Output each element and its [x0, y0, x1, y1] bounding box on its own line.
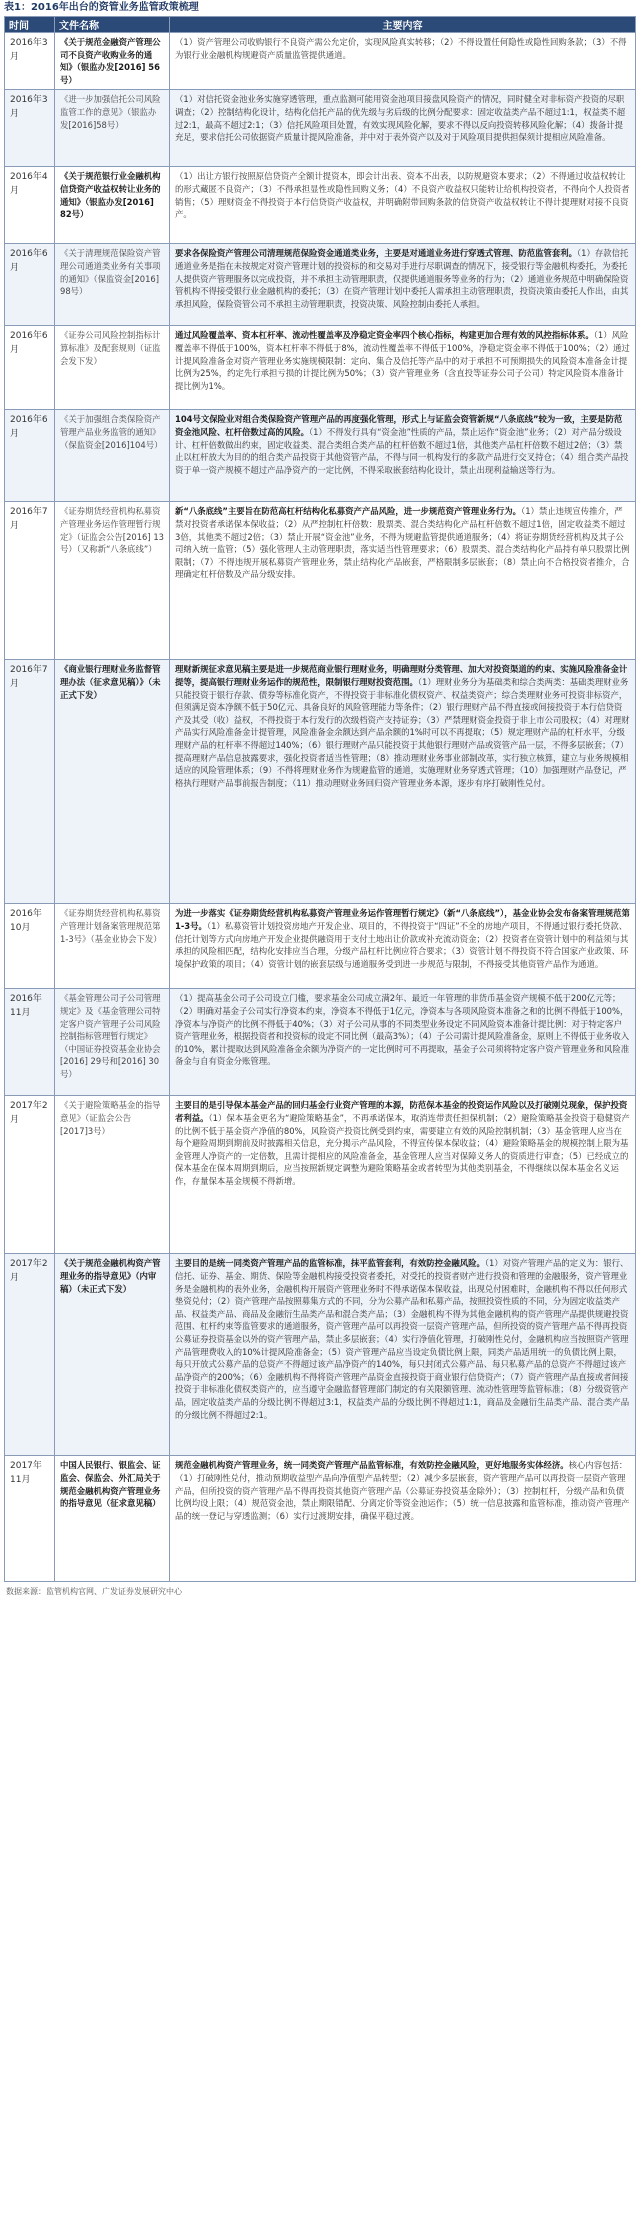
cell-content — [170, 1096, 636, 1254]
table-row — [5, 167, 636, 244]
cell-document — [55, 989, 170, 1096]
table-row — [5, 244, 636, 326]
cell-content — [170, 167, 636, 244]
cell-time: 2016年3月 — [5, 33, 55, 90]
cell-time: 2017年2月 — [5, 1254, 55, 1456]
cell-document — [55, 502, 170, 660]
table-row — [5, 989, 636, 1096]
cell-document — [55, 244, 170, 326]
cell-document — [55, 1254, 170, 1456]
content-detail: 核心内容包括：（1）打破刚性兑付，推动预期收益型产品向净值型产品转型；（2）减少多层嵌套，资产管理产品可以再投资一层资产管理产品，但所投资的资产管理产品不得再投资其他资产管理产品（公募证券投资基金除外）；（3）控制杠杆，分级产品和负债比例均设上限；（4）规范资金池，禁止期限错配、分离定价等资金池运作；（5）统一信息披露和监管标准，推动资产管理产品的统一登记与穿透监测；（6）实行过渡期安排，确保平稳过渡。 — [175, 1460, 630, 1521]
cell-content — [170, 326, 636, 410]
cell-content — [170, 90, 636, 167]
document-name-bold: 《关于规范金融机构资产管理业务的指导意见》（内审稿）（未正式下发） — [60, 1258, 161, 1294]
content-summary: 主要目的是统一同类资产管理产品的监管标准，抹平监管套利，有效防控金融风险。 — [175, 1258, 485, 1269]
policy-table — [4, 16, 636, 1582]
cell-time: 2016年7月 — [5, 660, 55, 904]
table-row — [5, 33, 636, 90]
content-summary: 理财新规征求意见稿主要是进一步规范商业银行理财业务，明确理财分类管理、加大对投资渠道的约束、实施风险准备金计提等，提高银行理财业务运作的规范性，限制银行理财投资范围。 — [175, 664, 628, 687]
document-name-bold: 中国人民银行、银监会、证监会、保监会、外汇局关于规范金融机构资产管理业务的指导意见（征求意见稿） — [60, 1460, 161, 1509]
document-name: 《关于加强组合类保险资产管理产品业务监管的通知》（保监资金[2016]104号） — [60, 414, 163, 450]
content-detail: （1）私募资管计划投资房地产开发企业、项目的，不得投资于“四证”不全的房地产项目，不得通过银行委托贷款、信托计划等方式向房地产开发企业提供融资用于支付土地出让价款或补充流动资金；（2）投资者在资管计划中的利益须与其承担的风险相匹配，结构化安排应当合理，分级产品杠杆比例应符合要求；（3）资管计划不得投资不符合国家产业政策、环境保护政策的项目；（4）资管计划的嵌套层级与通道服务受到进一步规范与限制，不得接受其他资管产品作为通道。 — [175, 920, 629, 969]
content-summary: 104号文保险业对组合类保险资产管理产品的再度强化管理，形式上与证监会资管新规“八条底线”较为一致，主要是防范资金池风险、杠杆倍数过高的风险。 — [175, 414, 623, 437]
cell-content — [170, 502, 636, 660]
header-row — [5, 17, 636, 33]
table-title: 表1：2016年出台的资管业务监管政策梳理 — [4, 2, 199, 13]
content-summary: 通过风险覆盖率、资本杠杆率、流动性覆盖率及净稳定资金率四个核心指标，构建更加合理有效的风控指标体系。 — [175, 330, 594, 341]
document-name: 《进一步加强信托公司风险监管工作的意见》（银监办发[2016]58号） — [60, 94, 161, 130]
cell-document — [55, 904, 170, 989]
content-detail: （1）对信托资金池业务实施穿透管理，重点监测可能用资金池项目接盘风险资产的情况，同时健全对非标资产投资的尽职调查；（2）控制结构化设计，结构化信托产品的优先级与劣后级的比例分配要求：固定收益类产品不超过1:1，权益类不超过2:1，最高不超过2:1；（3）信托风险项目处置，有效实现风险化解，要求不得以反向投资转移风险化解；（4）拨备计提充足，要求信托公司依据资产质量计提风险准备，并中对于表外资产以及对于风险项目提供担保须计提相应风险准备。 — [175, 94, 626, 143]
table-row — [5, 1254, 636, 1456]
content-detail: （1）不得发行具有“资金池”性质的产品，禁止运作“资金池”业务；（2）对产品分级设计、杠杆倍数做出约束，固定收益类、混合类组合类产品的杠杆倍数不超过1倍，其他类产品杠杆倍数不超过2倍；（3）禁止以杠杆放大为目的的组合类产品投资于其他资管产品，不得与同一机构发行的多款产品进行交叉持仓；（4）组合类产品投资于单一资产规模不超过产品净资产的一定比例，不得采取嵌套结构化设计，禁止出现利益输送等行为。 — [175, 426, 629, 475]
content-detail: （1）禁止违规宣传推介，严禁对投资者承诺保本保收益；（2）从严控制杠杆倍数：股票类、混合类结构化产品杠杆倍数不超过1倍，固定收益类不超过3倍，其他类不超过2倍；（3）禁止开展“资金池”业务，不得为规避监管提供通道服务；（4）将证券期货经营机构及其子公司纳入统一监管；（5）强化管理人主动管理职责，落实适当性管理要求；（6）股票类、混合类结构化产品持有单只股票比例限制；（7）不得违规开展私募资产管理业务，禁止结构化产品嵌套，严格限制多层嵌套；（8）禁止向不合格投资者推介，合理确定杠杆倍数及产品分级安排。 — [175, 506, 630, 580]
document-name: 《证券公司风险控制指标计算标准》及配套规则（证监会发下发） — [60, 330, 161, 366]
content-detail: （1）风险覆盖率不得低于100%，资本杠杆率不得低于8%，流动性覆盖率不得低于100%，净稳定资金率不得低于100%；（2）通过计提风险准备金对资产管理业务实施规模限制：定向、集合及信托等产品中的对于承担不可预期损失的风险资本准备金计提比例为25%，约定先行承担亏损的计提比例为50%；（3）资产管理业务（含直投等证券公司子公司）特定风险资本准备计提比例为1%。 — [175, 330, 630, 391]
cell-content — [170, 410, 636, 502]
cell-time: 2017年11月 — [5, 1456, 55, 1582]
header-time: 时间 — [5, 17, 55, 33]
cell-time: 2016年3月 — [5, 90, 55, 167]
content-detail: （1）出让方银行按照原信贷资产全额计提资本，即会计出表、资本不出表，以防规避资本要求；（2）不得通过收益权转让的形式藏匿不良资产；（3）不得承担显性或隐性回购义务；（4）不良资产收益权只能转让给机构投资者，不得向个人投资者销售；（5）理财资金不得投资于本行信贷资产收益权，并明确附带回购条款的信贷资产收益权转让不得计提理财对接不良资产。 — [175, 171, 630, 220]
cell-content — [170, 244, 636, 326]
cell-document — [55, 410, 170, 502]
table-row — [5, 1096, 636, 1254]
cell-content — [170, 33, 636, 90]
cell-time: 2016年6月 — [5, 326, 55, 410]
document-name: 《关于避险策略基金的指导意见》（证监会公告[2017]3号） — [60, 1100, 161, 1136]
cell-time: 2016年6月 — [5, 410, 55, 502]
content-detail: （1）存款信托通道业务是指在未按规定对资产管理计划的投资标的和交易对手进行尽职调查的情况下，接受银行等金融机构委托，为委托人提供资产管理服务以完成投资，并不承担主动管理职责，仅提供通道服务等业务的行为；（2）通道业务规范中明确保险资管机构不得接受银行业金融机构的委托；（3）在资产管理计划中委托人需承担主动管理职责，投资决策由委托人作出，由其承担风险，保险资管公司不承担主动管理职责，投资决策、风险控制由委托人承担。 — [175, 248, 629, 309]
cell-document — [55, 167, 170, 244]
cell-time: 2016年4月 — [5, 167, 55, 244]
cell-time: 2016年11月 — [5, 989, 55, 1096]
cell-content — [170, 904, 636, 989]
content-summary: 主要目的是引导保本基金产品的回归基金行业资产管理的本源，防范保本基金的投资运作风险以及打破刚兑现象，保护投资者利益。 — [175, 1100, 628, 1123]
document-name-bold: 《关于规范金融资产管理公司不良资产收购业务的通知》（银监办发[2016] 56号） — [60, 37, 161, 85]
content-detail: （1）对资产管理产品的定义为：银行、信托、证券、基金、期货、保险等金融机构接受投资者委托，对受托的投资者财产进行投资和管理的金融服务，资产管理业务是金融机构的表外业务，金融机构开展资产管理业务时不得承诺保本保收益，出现兑付困难时，金融机构不得以任何形式垫资兑付；（2）资产管理产品按照募集方式的不同，分为公募产品和私募产品，按照投资性质的不同，分为固定收益类产品、权益类产品、商品及金融衍生品类产品和混合类产品；（3）金融机构不得为其他金融机构的资产管理产品提供规避投资范围、杠杆约束等监管要求的通道服务，资产管理产品可以再投资一层资产管理产品，但所投资的资产管理产品不得再投资公募证券投资基金以外的资产管理产品，禁止多层嵌套；（4）实行净值化管理，打破刚性兑付，金融机构应当按照资产管理产品管理费收入的10%计提风险准备金；（5）资产管理产品应当设定负债比例上限，同类产品适用统一的负债比例上限，每只开放式公募产品的总资产不得超过该产品净资产的140%，每只封闭式公募产品、每只私募产品的总资产不得超过该产品净资产的200%；（6）金融机构不得将资产管理产品资金直接投资于商业银行信贷资产；（7）资产管理产品直接或者间接投资于非标准化债权类资产的，应当遵守金融监督管理部门制定的有关限额管理、流动性管理等监管标准；（8）分级资管产品，固定收益类产品的分级比例不得超过3:1，权益类产品的分级比例不得超过1:1，商品及金融衍生品类产品、混合类产品的分级比例不得超过2:1。 — [175, 1258, 630, 1420]
cell-document — [55, 90, 170, 167]
cell-content — [170, 1254, 636, 1456]
cell-time: 2017年2月 — [5, 1096, 55, 1254]
content-summary: 规范金融机构资产管理业务，统一同类资产管理产品监管标准，有效防控金融风险，更好地服务实体经济。 — [175, 1460, 569, 1471]
content-summary: 为进一步落实《证券期货经营机构私募资产管理业务运作管理暂行规定》（新“八条底线”），基金业协会发布备案管理规范第1-3号。 — [175, 908, 630, 931]
content-detail: （1）资产管理公司收购银行不良资产需公允定价，实现风险真实转移；（2）不得设置任何隐性或隐性回购条款；（3）不得为银行业金融机构规避资产质量监管提供通道。 — [175, 37, 627, 60]
cell-time: 2016年6月 — [5, 244, 55, 326]
cell-content — [170, 660, 636, 904]
cell-document — [55, 660, 170, 904]
table-row — [5, 904, 636, 989]
document-name: 《证券期货经营机构私募资产管理业务运作管理暂行规定》（证监会公告[2016] 13号）（又称新“八条底线”） — [60, 506, 164, 555]
cell-time: 2016年10月 — [5, 904, 55, 989]
cell-content — [170, 1456, 636, 1582]
table-row — [5, 502, 636, 660]
source-note: 数据来源：监管机构官网、广发证券发展研究中心 — [6, 1587, 182, 1597]
table-row — [5, 326, 636, 410]
cell-time: 2016年7月 — [5, 502, 55, 660]
cell-document — [55, 33, 170, 90]
document-name-bold: 《商业银行理财业务监督管理办法（征求意见稿）》（未正式下发） — [60, 664, 161, 700]
document-name: 《证券期货经营机构私募资产管理计划备案管理规范第1-3号》（基金业协会下发） — [60, 908, 162, 944]
content-detail: （1）保本基金更名为“避险策略基金”，不再承诺保本，取消连带责任担保机制；（2）避险策略基金投资于稳健资产的比例不低于基金资产净值的80%，风险资产投资比例受到约束，需要建立有效的风险控制机制；（3）基金管理人应当在每个避险周期到期前及时披露相关信息，充分揭示产品风险，不得宣传保本保收益；（4）避险策略基金的规模控制上限为基金管理人净资产的一定倍数，且需计提相应的风险准备金，基金管理人应当对保障义务人的资质进行审查；（5）已经成立的保本基金在保本周期到期后，应当按照新规定调整为避险策略基金或者转型为其他类别基金，不得继续以保本基金名义运作，存量保本基金规模不得新增。 — [175, 1112, 630, 1186]
header-content: 主要内容 — [170, 17, 636, 33]
table-row — [5, 90, 636, 167]
document-name-bold: 《关于规范银行业金融机构信贷资产收益权转让业务的通知》（银监办发[2016] 82号） — [60, 171, 161, 220]
cell-document — [55, 1096, 170, 1254]
table-row — [5, 660, 636, 904]
content-summary: 新“八条底线”主要旨在防范高杠杆结构化私募资产产品风险，进一步规范资产管理业务行为。 — [175, 506, 522, 517]
content-summary: 要求各保险资产管理公司清理规范保险资金通道类业务，主要是对通道业务进行穿透式管理、防范监管套利。 — [175, 248, 577, 259]
table-row — [5, 410, 636, 502]
cell-document — [55, 326, 170, 410]
document-name: 《基金管理公司子公司管理规定》及《基金管理公司特定客户资产管理子公司风险控制指标管理暂行规定》（中国证券投资基金业协会[2016] 29号和[2016] 30号） — [60, 993, 161, 1079]
cell-content — [170, 989, 636, 1096]
header-doc: 文件名称 — [55, 17, 170, 33]
cell-document — [55, 1456, 170, 1582]
table-row — [5, 1456, 636, 1582]
content-detail: （1）提高基金公司子公司设立门槛，要求基金公司成立满2年、最近一年管理的非货币基金资产规模不低于200亿元等；（2）明确对基金子公司实行净资本约束，净资本不得低于1亿元，净资本与各项风险资本准备之和的比例不得低于100%，净资本与净资产的比例不得低于40%；（3）对子公司从事的不同类型业务设定不同风险资本准备计提比例：对于特定客户资产管理业务，根据投资者和投资标的设定不同比例（最高3%）；（4）子公司需计提风险准备金，原则上不得低于业务收入的10%，累计提取达到风险准备金余额为净资产的一定比例时可不再提取，基金子公司须将特定客户资产管理业务和风险准备金与自有资金分账管理。 — [175, 993, 630, 1067]
content-detail: （1）理财业务分为基础类和综合类两类：基础类理财业务只能投资于银行存款、债券等标准化资产，不得投资于非标准化债权资产、权益类资产；综合类理财业务可投资非标资产，但须满足资本净额不低于50亿元、具备良好的风险管理能力等条件；（2）银行理财产品不得直接或间接投资于本行信贷资产及其受（收）益权，不得投资于本行发行的次级档资产支持证券；（3）严禁理财资金投资于非上市公司股权；（4）对理财产品实行风险准备金计提管理，风险准备金余额达到产品余额的1%时可以不再提取；（5）规定理财产品的杠杆水平，分级理财产品的杠杆率不得超过140%；（6）银行理财产品只能投资于其他银行理财产品或资管产品一层，不得多层嵌套；（7）提高理财产品信息披露要求，强化投资者适当性管理；（8）推动理财业务事业部制改革，实行独立核算，建立与业务规模相适应的风险管理体系；（9）不得将理财业务作为规避监管的通道，实施理财业务穿透式管理；（10）加强理财产品登记，严格执行理财产品事前报告制度；（11）推动理财业务回归资产管理业务本源，逐步有序打破刚性兑付。 — [175, 676, 630, 788]
document-name: 《关于清理规范保险资产管理公司通道类业务有关事项的通知》（保监资金[2016] 98号） — [60, 248, 161, 297]
